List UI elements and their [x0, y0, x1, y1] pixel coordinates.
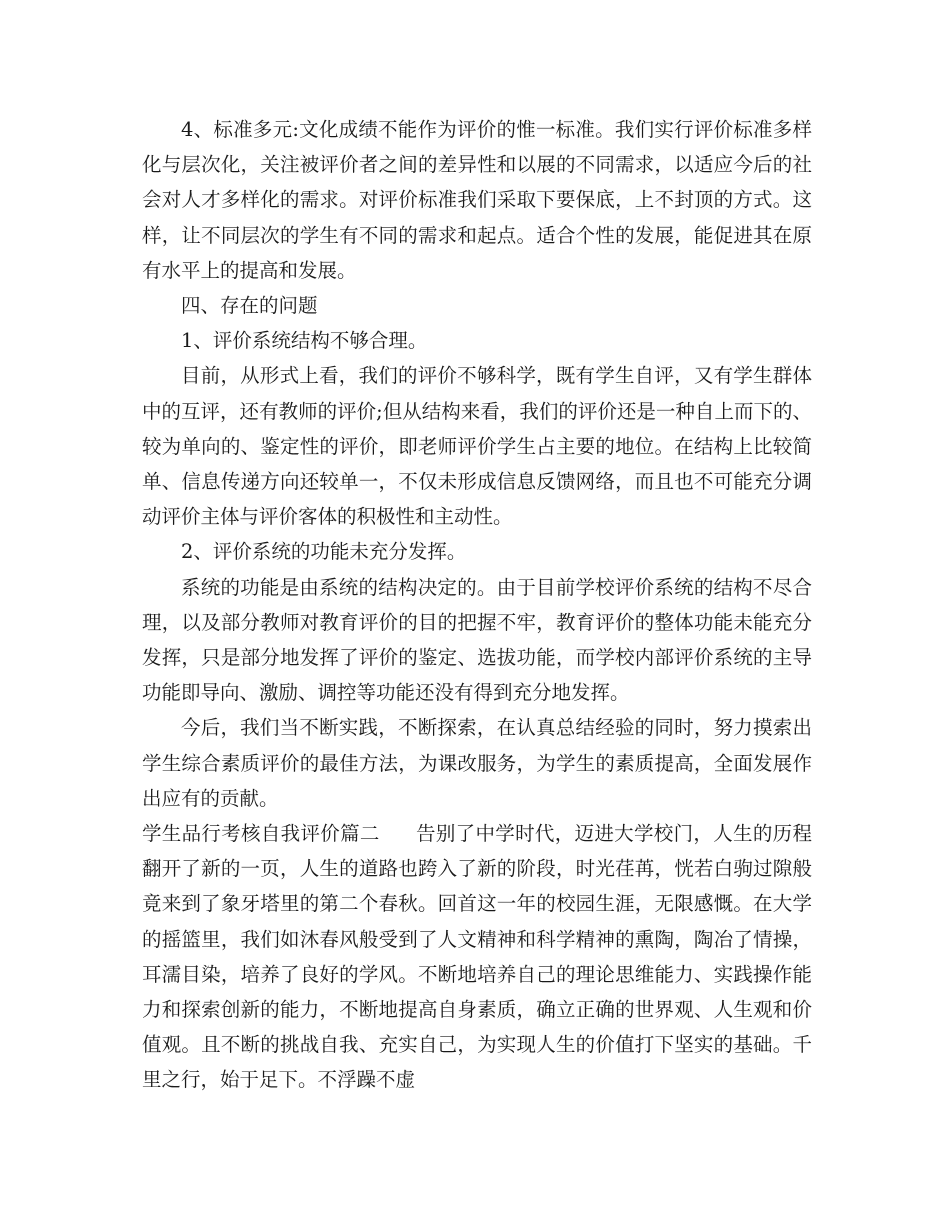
paragraph-structure-problem: 目前，从形式上看，我们的评价不够科学，既有学生自评，又有学生群体中的互评，还有教师的评价;但从结构来看，我们的评价还是一种自上而下的、较为单向的、鉴定性的评价，即老师评价学生占主要的地位。在结构上比较简单、信息传递方向还较单一，不仅未形成信息反馈网络，而且也不可能充分调动评价主体与评价客体的积极性和主动性。 [142, 364, 812, 529]
paragraph-function-problem: 系统的功能是由系统的结构决定的。由于目前学校评价系统的结构不尽合理，以及部分教师对教育评价的目的把握不牢，教育评价的整体功能未能充分发挥，只是部分地发挥了评价的鉴定、选拔功能，而学校内部评价系统的主导功能即导向、激励、调控等功能还没有得到充分地发挥。 [142, 575, 812, 705]
section-two [142, 816, 812, 1098]
section-body: 告别了中学时代，迈进大学校门，人生的历程翻开了新的一页，人生的道路也跨入了新的阶段，时光荏苒，恍若白驹过隙般竟来到了象牙塔里的第二个春秋。回首这一年的校园生涯，无限感慨。在大学的摇篮里，我们如沐春风般受到了人文精神和科学精神的熏陶，陶冶了情操，耳濡目染，培养了良好的学风。不断地培养自己的理论思维能力、实践操作能力和探索创新的能力，不断地提高自身素质，确立正确的世界观、人生观和价值观。且不断的挑战自我、充实自己，为实现人生的价值打下坚实的基础。千里之行，始于足下。不浮躁不虚 [142, 822, 812, 1092]
paragraph-conclusion: 今后，我们当不断实践，不断探索，在认真总结经验的同时，努力摸索出学生综合素质评价的最佳方法，为课改服务，为学生的素质提高，全面发展作出应有的贡献。 [142, 716, 812, 810]
subheading-structure-problem: 1、评价系统结构不够合理。 [181, 329, 428, 353]
section-heading: 学生品行考核自我评价篇二 [142, 822, 380, 846]
paragraph-evaluation-standards: 4、标准多元:文化成绩不能作为评价的惟一标准。我们实行评价标准多样化与层次化，关注被评价者之间的差异性和以展的不同需求，以适应今后的社会对人才多样化的需求。对评价标准我们采取下要保底，上不封顶的方式。这样，让不同层次的学生有不同的需求和起点。适合个性的发展，能促进其在原有水平上的提高和发展。 [142, 118, 812, 282]
subheading-function-problem: 2、评价系统的功能未充分发挥。 [181, 540, 467, 564]
heading-existing-problems: 四、存在的问题 [181, 294, 318, 318]
document-body [142, 112, 812, 1098]
